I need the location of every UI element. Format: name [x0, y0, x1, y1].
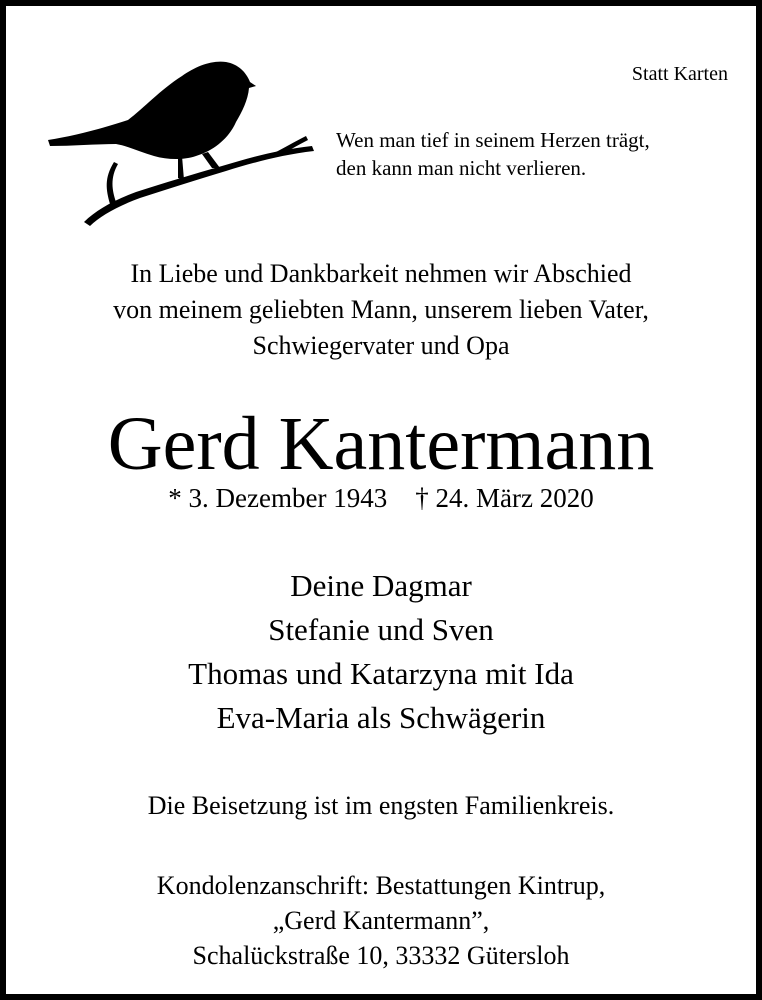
bird-body	[48, 62, 256, 159]
family-list	[6, 564, 756, 740]
birth-date: * 3. Dezember 1943	[168, 483, 388, 513]
bird-on-branch-silhouette-icon	[44, 50, 316, 226]
death-date: † 24. März 2020	[415, 483, 594, 513]
family-member: Stefanie und Sven	[268, 612, 494, 647]
family-member: Thomas und Katarzyna mit Ida	[188, 656, 574, 691]
intro-line-3: Schwiegervater und Opa	[252, 331, 510, 360]
intro-line-2: von meinem geliebten Mann, unserem lieben Vater,	[113, 295, 649, 324]
family-member: Deine Dagmar	[290, 568, 472, 603]
memorial-quote	[336, 126, 650, 182]
bird-leg-left	[178, 156, 184, 180]
condolence-line-3: Schalückstraße 10, 33332 Gütersloh	[192, 941, 570, 970]
branch-shape	[84, 146, 314, 226]
life-dates	[6, 480, 756, 516]
intro-line-1: In Liebe und Dankbarkeit nehmen wir Abschied	[130, 259, 632, 288]
statt-karten-label: Statt Karten	[631, 63, 728, 85]
burial-note: Die Beisetzung ist im engsten Familienkreis.	[147, 791, 615, 820]
condolence-line-2: „Gerd Kantermann”,	[272, 906, 490, 935]
condolence-address	[6, 868, 756, 973]
family-member: Eva-Maria als Schwägerin	[216, 700, 546, 735]
deceased-name: Gerd Kantermann	[107, 402, 655, 486]
farewell-intro	[6, 256, 756, 364]
condolence-line-1: Kondolenzanschrift: Bestattungen Kintrup,	[156, 871, 606, 900]
quote-line-2: den kann man nicht verlieren.	[336, 156, 587, 180]
bird-leg-right	[202, 152, 220, 168]
quote-line-1: Wen man tief in seinem Herzen trägt,	[336, 128, 650, 152]
branch-twig	[107, 162, 118, 204]
